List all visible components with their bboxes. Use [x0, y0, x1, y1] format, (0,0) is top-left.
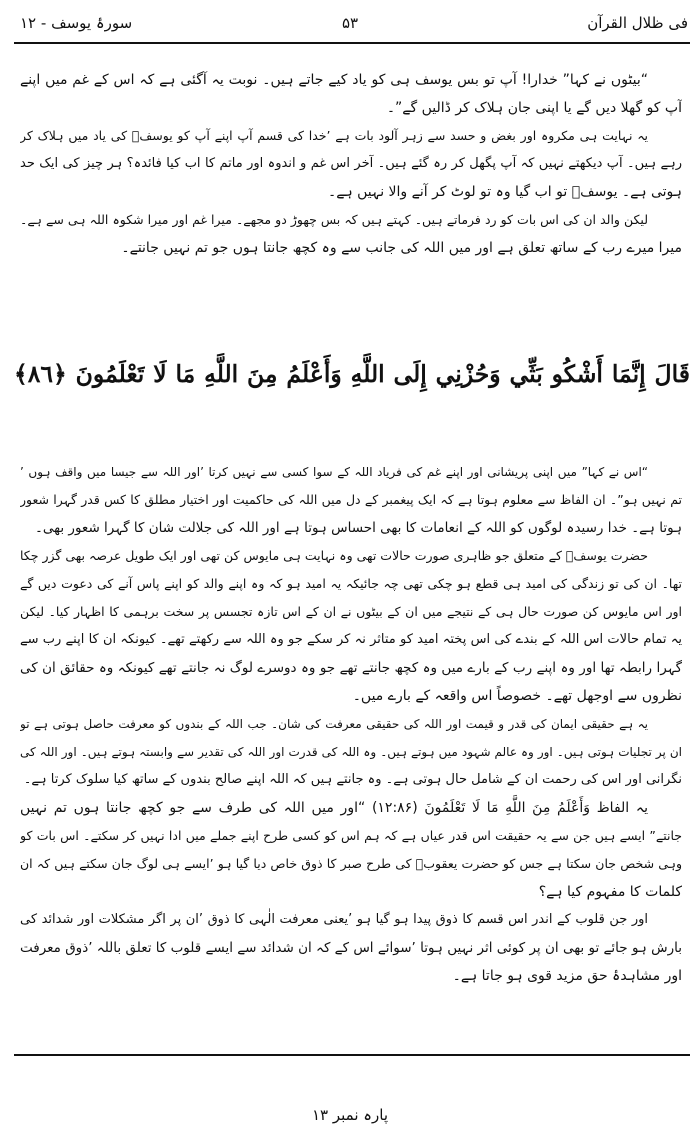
text-line: نظروں سے اوجھل تھے۔ خصوصاً اس واقعہ کے بارے میں۔ [352, 688, 682, 704]
text-line: اور اس مایوس کن صورت حال ہی کے نتیجے میں ان کے بیٹوں نے ان کے اس تازہ تجسس پر سخت برہمی کا اظہار کیا۔ لیکن [20, 604, 682, 619]
text-line: اور جن قلوب کے اندر اس قسم کا ذوق پیدا ہو گیا ہو ’یعنی معرفت الٰہی کا ذوق ’ان پر اگر مشکلات اور شدائد کی [20, 912, 648, 927]
text-line: بارش ہو جائے تو بھی ان پر کوئی اثر نہیں ہوتا ’سوائے اس کے کہ ان شدائد سے ایسے قلوب کا تعلق باللہ ’ذوق معرفت [20, 940, 682, 956]
para-number: پارہ نمبر ۱۳ [311, 1106, 389, 1124]
text-line: اور مشاہدۂ حق مزید قوی ہو جاتا ہے۔ [452, 968, 682, 984]
text-line: ان پر تجلیات ہوتی ہیں۔ اور وہ عالم شہود میں ہوتے ہیں۔ وہ اللہ کی قدرت اور اللہ کی تقدیر سے وابستہ ہوتے ہیں۔ اور اللہ کی [20, 745, 682, 759]
text-line: تم نہیں ہو”۔ ان الفاظ سے معلوم ہوتا ہے کہ ایک پیغمبر کے دل میں اللہ کی حاکمیت اور اختیار مطلق کا کس قدر گہرا شعور [20, 492, 682, 507]
commentary-section-2 [20, 458, 682, 990]
text-line: نگرانی اور اس کی رحمت ان کے شامل حال ہوتی ہے۔ وہ جانتے ہیں کہ اللہ اپنے صالح بندوں کے ساتھ کیا سلوک کرتا ہے۔ [23, 772, 682, 787]
page-number: ۵۳ [341, 14, 359, 32]
text-line: “اس نے کہا” میں اپنی پریشانی اور اپنے غم کی فریاد اللہ کے سوا کسی سے نہیں کرتا ’اور اللہ سے جیسا میں واقف ہوں ’ [20, 465, 648, 479]
book-title: فی ظلال القرآن [587, 14, 688, 32]
text-line: یہ الفاظ وَأَعْلَمُ مِنَ اللَّهِ مَا لَا تَعْلَمُونَ (۱۲:۸۶) “اور میں اللہ کی طرف سے جو کچھ جانتا ہوں تم نہیں [20, 800, 648, 816]
text-line: تھا۔ ان کی تو زندگی کی امید ہی قطع ہو چکی تھی چہ جائیکہ یہ امید ہو کہ وہ اپنے والد کو اپنے پاس آنے کی دعوت دیں گے [20, 576, 682, 591]
footer-divider [14, 1054, 690, 1056]
text-line: حضرت یوسفؑ کے متعلق جو ظاہری صورت حالات تھی وہ نہایت ہی مایوس کن تھی اور ایک طویل عرصہ بھی گزر چکا [20, 548, 648, 563]
text-line: رہے ہیں۔ آپ دیکھتے نہیں کہ آپ پگھل کر رہ گئے ہیں۔ آخر اس غم و اندوہ اور ماتم کا اب کیا فائدہ؟ ہر چیز کی ایک حد [20, 156, 682, 171]
text-line: یہ نہایت ہی مکروہ اور بغض و حسد سے زہر آلود بات ہے ’خدا کی قسم آپ اپنے آپ کو یوسفؑ کی یاد میں ہلاک کر [20, 128, 648, 143]
text-line: وہی شخص جان سکتا ہے جس کو حضرت یعقوبؑ کی طرح صبر کا ذوق خاص دیا گیا ہو ’ایسے ہی لوگ جان سکتے ہیں کہ ان [20, 856, 682, 871]
text-line: یہ ہے حقیقی ایمان کی قدر و قیمت اور اللہ کی حقیقی معرفت کی شان۔ جب اللہ کے بندوں کو معرفت حاصل ہوتی ہے تو [20, 717, 648, 731]
text-line: ہوتا ہے۔ خدا رسیدہ لوگوں کو اللہ کے انعامات کا بھی احساس ہوتا ہے اور اللہ کی جلالت شان کا گہرا شعور بھی۔ [35, 520, 682, 536]
text-line: میرا میرے رب کے ساتھ تعلق ہے اور میں اللہ کی جانب سے وہ کچھ جانتا ہوں جو تم نہیں جانتے۔ [121, 240, 682, 256]
text-line: یہ تمام حالات اس اللہ کے بندے کی اس پختہ امید کو متاثر نہ کر سکے جو وہ اللہ سے رکھتے تھے۔ کیونکہ ان کا اپنے رب سے [20, 632, 682, 647]
text-line: “بیٹوں نے کہا” خدارا! آپ تو بس یوسف ہی کو یاد کیے جاتے ہیں۔ نوبت یہ آگئی ہے کہ اس کے غم میں اپنے [20, 72, 648, 88]
text-line: جانتے” ایسے ہیں جن سے یہ حقیقت اس قدر عیاں ہے کہ ہم اس کو کسی طرح اپنے جملے میں ادا نہیں کر سکتے۔ اس بات کو [20, 828, 682, 843]
text-line: ہوتی ہے۔ یوسفؑ تو اب گیا وہ تو لوٹ کر آنے والا نہیں ہے۔ [328, 184, 682, 200]
text-line: آپ کو گھلا دیں گے یا اپنی جان ہلاک کر ڈالیں گے”۔ [386, 100, 682, 116]
commentary-section-1 [20, 66, 682, 262]
text-line: گہرا رابطہ تھا اور وہ اپنے رب کے بارے میں وہ کچھ جانتے تھے جو وہ دوسرے لوگ نہ جانتے تھے کیونکہ وہ حقائق ان کی [20, 660, 682, 676]
text-line: لیکن والد ان کی اس بات کو رد فرماتے ہیں۔ کہتے ہیں کہ بس چھوڑ دو مجھے۔ میرا غم اور میرا شکوہ اللہ ہی سے ہے۔ [20, 212, 648, 227]
quran-verse: قَالَ إِنَّمَا أَشْكُو بَثِّي وَحُزْنِي إِلَى اللَّهِ وَأَعْلَمُ مِنَ اللَّهِ مَا لَا تَعْلَمُونَ ﴿٨٦﴾ [14, 360, 690, 388]
surah-label: سورۂ یوسف - ۱۲ [20, 14, 133, 32]
text-line: کلمات کا مفہوم کیا ہے؟ [538, 884, 682, 900]
header-divider [14, 42, 690, 44]
